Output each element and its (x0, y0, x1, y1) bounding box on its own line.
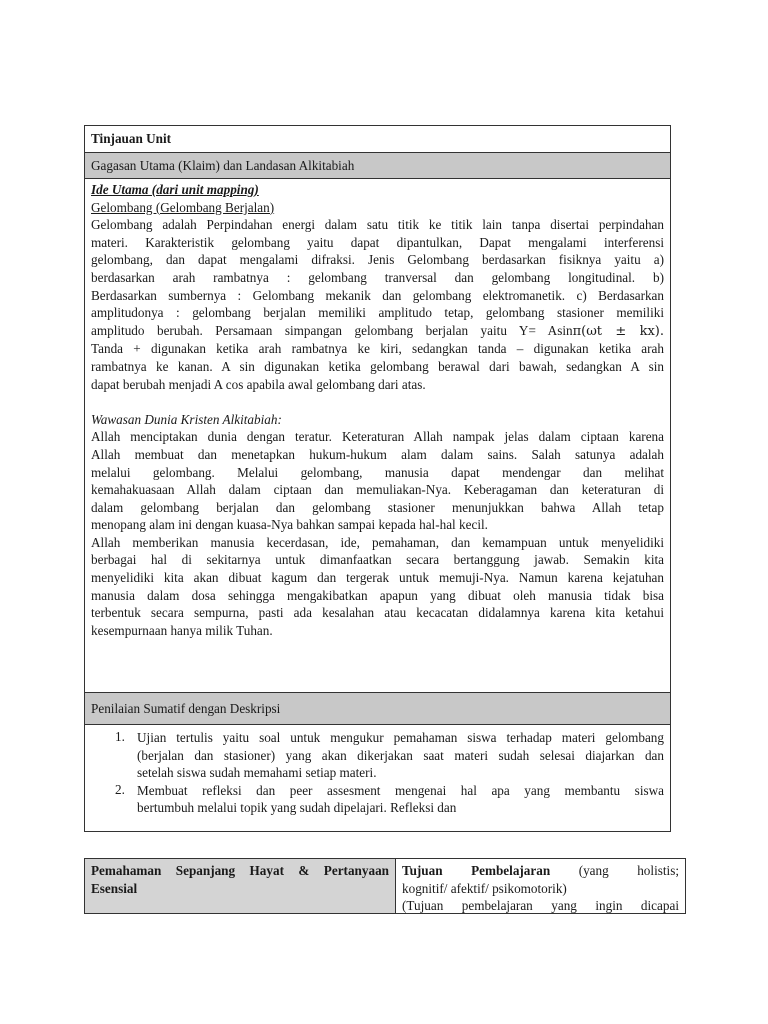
main-content-cell (85, 178, 670, 692)
wawasan-heading: Wawasan Dunia Kristen Alkitabiah: (91, 411, 282, 427)
penilaian-list (91, 729, 664, 817)
text-line: dalam gelombang berjalan dan gelombang stasioner menunjukkan bahwa Allah tetap (91, 499, 664, 515)
learning-goals-cell (396, 859, 685, 913)
text-line: kesempurnaan hanya milik Tuhan. (91, 622, 273, 638)
text-line: terbentuk secara sempurna, pasti ada kesalahan atau kecacatan didalamnya karena kita ketahui (91, 605, 664, 621)
learning-goals-title: Tujuan Pembelajaran (402, 863, 551, 878)
text-line: rambatnya ke kanan. A sin digunakan ketika gelombang berawal dari bawah, sedangkan A sin (91, 358, 664, 374)
text-line: Berdasarkan sumbernya : Gelombang mekanik dan gelombang elektromanetik. c) Berdasarkan (91, 287, 664, 303)
text-line: gelombang, dan dapat mengalami difraksi. Jenis Gelombang berdasarkan fisiknya yaitu a) (91, 252, 664, 268)
text-line: Gelombang adalah Perpindahan energi dalam satu titik ke titik lain tanpa disertai perpindahan (91, 217, 664, 233)
learning-goals-type: (yang holistis; (578, 863, 679, 878)
formula-line (91, 322, 664, 341)
unit-title: Tinjauan Unit (91, 131, 172, 146)
text-line: dapat berubah menjadi A cos apabila awal gelombang dari atas. (91, 376, 426, 392)
unit-overview-table (84, 125, 671, 832)
formula-line-text: amplitudo berubah. Persamaan simpangan gelombang berjalan yaitu Y= Asin (91, 322, 573, 338)
text-line: manusia dalam dosa sehingga mengakibatkan apapun yang dibuat oleh manusia tidak bisa (91, 587, 664, 603)
item-text-line: Membuat refleksi dan peer assesment mengenai hal apa yang membantu siswa (137, 782, 664, 798)
item-text-line: setelah siswa sudah memahami setiap materi. (137, 765, 377, 781)
item-number: 1. (115, 729, 125, 744)
lifelong-understanding-line1: Pemahaman Sepanjang Hayat & Pertanyaan (91, 863, 389, 878)
text-line: menopang alam ini dengan kuasa-Nya bahkan sampai kepada hal-hal kecil. (91, 517, 488, 533)
text-line: kemahakuasaan Allah dalam ciptaan dan memuliakan-Nya. Keberagaman dan keteraturan di (91, 482, 664, 498)
penilaian-item (91, 729, 664, 782)
text-line: melalui gelombang. Melalui gelombang, manusia dapat mendengar dan melihat (91, 464, 664, 480)
learning-goals-line2: kognitif/ afektif/ psikomotorik) (402, 880, 567, 896)
ide-utama-heading: Ide Utama (dari unit mapping) (91, 182, 259, 197)
item-text-line: (berjalan dan stasioner) yang akan dikerjakan saat materi sudah selesai diajarkan dan (137, 747, 664, 763)
text-line: amplitudonya : gelombang berjalan memiliki amplitudo tetap, gelombang stasioner memiliki (91, 305, 664, 321)
wave-formula: π(ωt ± kx). (572, 323, 665, 339)
learning-goals-table (84, 858, 686, 914)
gagasan-header: Gagasan Utama (Klaim) dan Landasan Alkitabiah (85, 152, 670, 178)
item-text-line: bertumbuh melalui topik yang sudah dipelajari. Refleksi dan (137, 800, 457, 816)
lifelong-understanding-line2: Esensial (91, 880, 138, 896)
paragraph-kecerdasan (91, 534, 664, 640)
learning-goals-line1 (402, 862, 679, 880)
penilaian-item (91, 782, 664, 817)
item-text-line: Ujian tertulis yaitu soal untuk mengukur pemahaman siswa terhadap materi gelombang (137, 730, 664, 745)
topic-title: Gelombang (Gelombang Berjalan) (91, 199, 275, 215)
lifelong-understanding-cell (85, 859, 396, 913)
penilaian-list-cell (85, 724, 670, 831)
text-line: berbagai hal di sekitarnya untuk dimanfaatkan secara bertanggung jawab. Semakin kita (91, 552, 664, 568)
text-line: Allah membuat dan menetapkan hukum-hukum alam dalam sains. Salah satunya adalah (91, 446, 664, 462)
text-line: Allah memberikan manusia kecerdasan, ide, pemahaman, dan kemampuan untuk menyelidiki (91, 534, 664, 550)
text-line: Tanda + digunakan ketika arah rambatnya ke kiri, sedangkan tanda – digunakan ketika arah (91, 341, 664, 357)
text-line: Allah menciptakan dunia dengan teratur. Keteraturan Allah nampak jelas dalam ciptaan karena (91, 429, 664, 445)
text-line: berdasarkan arah rambatnya : gelombang tranversal dan gelombang longitudinal. b) (91, 269, 664, 285)
text-line: menyelidiki kita akan dibuat kagum dan tergerak untuk memuji-Nya. Namun karena kejatuhan (91, 570, 664, 586)
paragraph-gelombang-continued (91, 340, 664, 393)
item-number: 2. (115, 781, 125, 797)
learning-goals-line3: (Tujuan pembelajaran yang ingin dicapai (402, 898, 679, 914)
text-line: materi. Karakteristik gelombang yaitu dapat dipantulkan, Dapat mengalami interferensi (91, 234, 664, 250)
paragraph-wawasan (91, 428, 664, 534)
penilaian-header: Penilaian Sumatif dengan Deskripsi (85, 692, 670, 724)
paragraph-gelombang (91, 216, 664, 322)
